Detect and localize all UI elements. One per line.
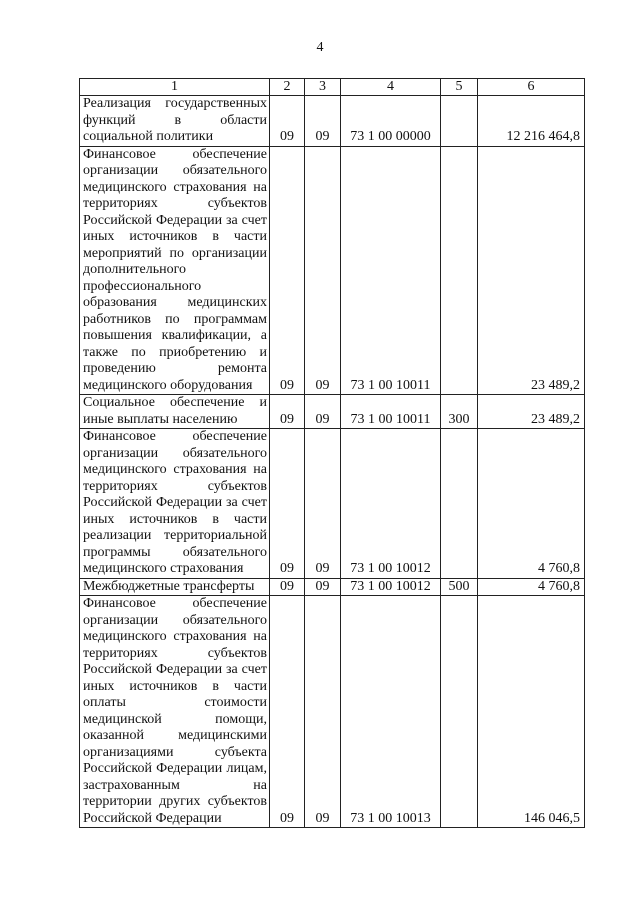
row-amount: 23 489,2	[478, 146, 585, 395]
table-header-row	[80, 79, 585, 96]
row-name: Финансовое обеспечение организации обязательного медицинского страхования на территориях субъектов Российской Федерации за счет иных источников в части мероприятий по организации дополнительного профессионального образования медицинских работников по программам повышения квалификации, а также по приобретению и проведению ремонта медицинского оборудования	[80, 146, 270, 395]
table-row	[80, 96, 585, 147]
column-header: 5	[441, 79, 478, 96]
row-subsection: 09	[305, 96, 341, 147]
row-amount: 12 216 464,8	[478, 96, 585, 147]
row-target-code: 73 1 00 00000	[341, 96, 441, 147]
row-expense-type	[441, 96, 478, 147]
table-row	[80, 429, 585, 579]
row-target-code: 73 1 00 10011	[341, 395, 441, 429]
row-subsection: 09	[305, 395, 341, 429]
table-row	[80, 578, 585, 596]
row-name: Финансовое обеспечение организации обязательного медицинского страхования на территориях субъектов Российской Федерации за счет иных источников в части оплаты стоимости медицинской помощи, оказанной медицинскими организациями субъекта Российской Федерации лицам, застрахованным на территории других субъектов Российской Федерации	[80, 596, 270, 828]
row-expense-type: 300	[441, 395, 478, 429]
column-header: 6	[478, 79, 585, 96]
row-target-code: 73 1 00 10011	[341, 146, 441, 395]
row-section: 09	[270, 429, 305, 579]
row-section: 09	[270, 146, 305, 395]
table-row	[80, 146, 585, 395]
budget-table	[79, 78, 585, 828]
row-amount: 146 046,5	[478, 596, 585, 828]
page-number: 4	[316, 40, 324, 55]
row-amount: 4 760,8	[478, 578, 585, 596]
row-target-code: 73 1 00 10012	[341, 578, 441, 596]
row-name: Социальное обеспечение и иные выплаты населению	[80, 395, 270, 429]
row-section: 09	[270, 578, 305, 596]
row-target-code: 73 1 00 10013	[341, 596, 441, 828]
column-header: 4	[341, 79, 441, 96]
row-section: 09	[270, 96, 305, 147]
table-row	[80, 596, 585, 828]
row-section: 09	[270, 395, 305, 429]
table-row	[80, 395, 585, 429]
row-subsection: 09	[305, 429, 341, 579]
row-subsection: 09	[305, 146, 341, 395]
row-subsection: 09	[305, 578, 341, 596]
row-section: 09	[270, 596, 305, 828]
row-expense-type	[441, 146, 478, 395]
row-amount: 23 489,2	[478, 395, 585, 429]
column-header: 1	[80, 79, 270, 96]
row-expense-type: 500	[441, 578, 478, 596]
column-header: 3	[305, 79, 341, 96]
row-target-code: 73 1 00 10012	[341, 429, 441, 579]
row-expense-type	[441, 429, 478, 579]
row-name: Финансовое обеспечение организации обязательного медицинского страхования на территориях субъектов Российской Федерации за счет иных источников в части реализации территориальной программы обязательного медицинского страхования	[80, 429, 270, 579]
row-expense-type	[441, 596, 478, 828]
row-name: Межбюджетные трансферты	[80, 578, 270, 596]
row-subsection: 09	[305, 596, 341, 828]
row-name: Реализация государственных функций в области социальной политики	[80, 96, 270, 147]
row-amount: 4 760,8	[478, 429, 585, 579]
column-header: 2	[270, 79, 305, 96]
